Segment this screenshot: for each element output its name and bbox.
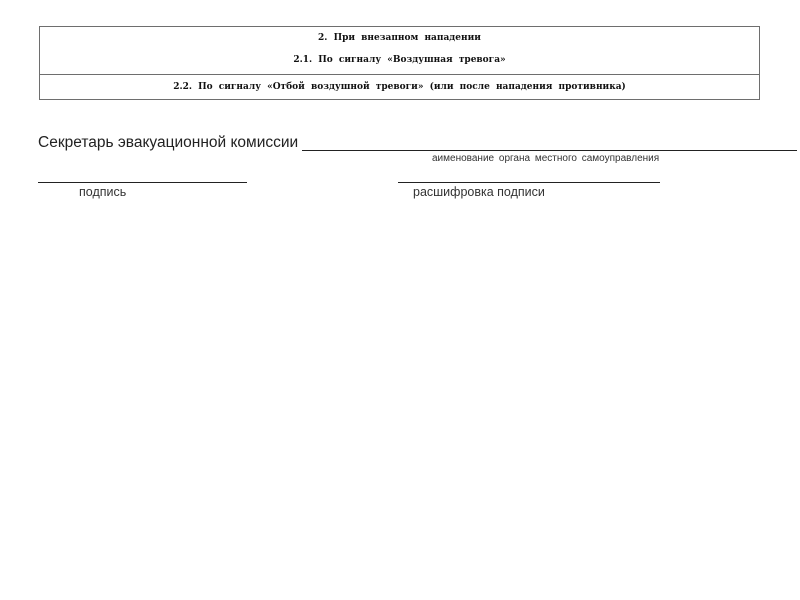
subsection-all-clear: 2.2. По сигналу «Отбой воздушной тревоги» (или после нападения противника) [173,82,626,92]
signature-decoding-caption: расшифровка подписи [413,185,545,199]
org-name-line [302,150,797,151]
signature-line [38,182,247,183]
table-row-sudden-attack [40,27,759,75]
org-name-caption: аименование органа местного самоуправления [432,153,660,164]
section-title: 2. При внезапном нападении [318,33,481,43]
evacuation-plan-table [39,26,760,100]
secretary-label: Секретарь эвакуационной комиссии [38,134,299,151]
signature-caption: подпись [79,185,127,199]
subsection-air-raid-alarm: 2.1. По сигналу «Воздушная тревога» [293,55,506,65]
signature-decoding-line [398,182,660,183]
